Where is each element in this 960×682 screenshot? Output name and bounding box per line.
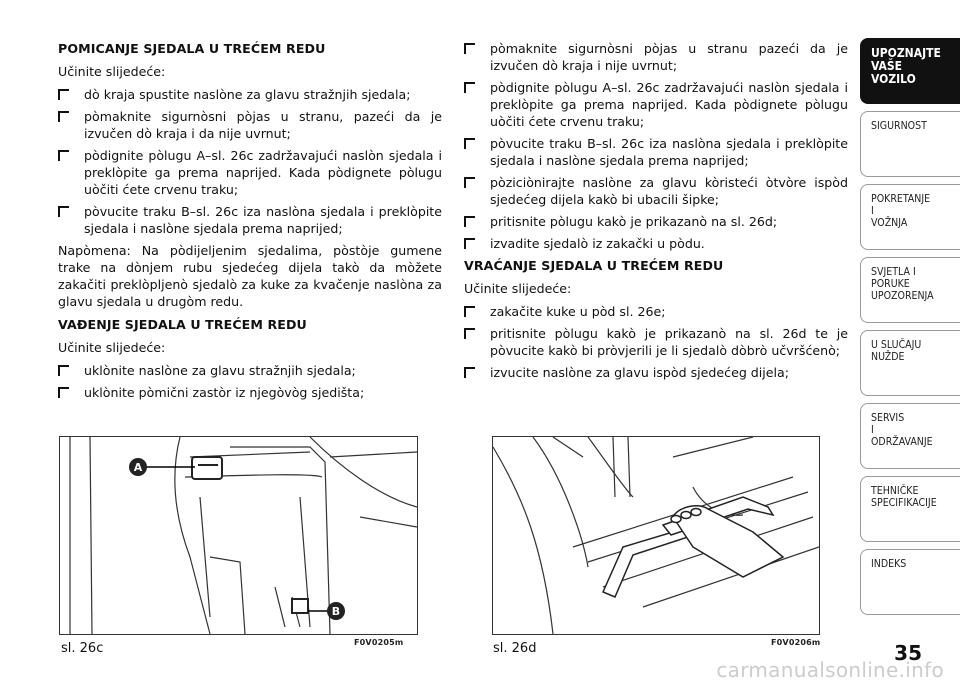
figure-code: F0V0206m bbox=[771, 638, 821, 647]
checkbox-bullet-icon bbox=[58, 387, 69, 398]
checkbox-bullet-icon bbox=[58, 89, 69, 100]
page-number: 35 bbox=[894, 641, 922, 665]
list-item: pòmaknite sigurnòsni pòjas u stranu pazeći da je izvučen dò kraja i nije uvrnut; bbox=[464, 40, 848, 74]
list-item: zakačite kuke u pòd sl. 26e; bbox=[464, 303, 848, 320]
callout-b bbox=[308, 602, 345, 620]
list-item: pritisnite pòlugu kakò je prikazanò na sl. 26d; bbox=[464, 213, 848, 230]
tab-servis-i-odrzavanje[interactable]: SERVIS I ODRŽAVANJE bbox=[860, 403, 960, 469]
callout-label-b: B bbox=[331, 605, 341, 618]
figure-caption: sl. 26c bbox=[61, 641, 104, 656]
checkbox-bullet-icon bbox=[464, 328, 475, 339]
list-item: dò kraja spustite naslòne za glavu stražnjih sjedala; bbox=[58, 86, 442, 103]
section-heading: POMICANJE SJEDALA U TREĆEM REDU bbox=[58, 41, 326, 56]
section-intro: Učinite slijedeće: bbox=[58, 340, 166, 355]
list-item: pritisnite pòlugu kakò je prikazanò na sl. 26d te je pòvucite kakò bi pròvjerili je li sjedalò dòbrò učvršćenò; bbox=[464, 325, 848, 359]
list-item: pòvucite traku B–sl. 26c iza naslòna sjedala i preklòpite sjedala i naslòne sjedala prema naprijed; bbox=[58, 203, 442, 237]
tab-pokretanje-i-voznja[interactable]: POKRETANJE I VOŽNJA bbox=[860, 184, 960, 250]
section-intro: Učinite slijedeće: bbox=[58, 64, 166, 79]
list-item: pòmaknite sigurnòsni pòjas u stranu, pazeći da je izvučen dò kraja i da nije uvrnut; bbox=[58, 108, 442, 142]
checkbox-bullet-icon bbox=[58, 206, 69, 217]
checkbox-bullet-icon bbox=[464, 177, 475, 188]
callout-a bbox=[129, 458, 195, 476]
list-item: izvucite naslòne za glavu ispòd sjedećeg dijela; bbox=[464, 364, 848, 381]
note-paragraph: Napòmena: Na pòdijeljenim sjedalima, pòstòje gumene trake na dònjem rubu sjedećeg dijela takò da mòžete zakačiti preklòpljenò sjedalò za kuke za kvačenje naslòna za glavu sjedala u drugòm redu. bbox=[58, 243, 442, 309]
checkbox-bullet-icon bbox=[58, 111, 69, 122]
section-heading: VAĐENJE SJEDALA U TREĆEM REDU bbox=[58, 317, 307, 332]
checkbox-bullet-icon bbox=[464, 43, 475, 54]
tab-indeks[interactable]: INDEKS bbox=[860, 549, 960, 615]
figure-seat-lever bbox=[59, 436, 418, 635]
figure-code: F0V0205m bbox=[354, 638, 404, 647]
figure-caption: sl. 26d bbox=[493, 641, 537, 656]
checkbox-bullet-icon bbox=[464, 306, 475, 317]
checkbox-bullet-icon bbox=[464, 238, 475, 249]
checkbox-bullet-icon bbox=[464, 82, 475, 93]
checkbox-bullet-icon bbox=[58, 150, 69, 161]
list-item: izvadite sjedalò iz zakački u pòdu. bbox=[464, 235, 848, 252]
list-item: uklònite naslòne za glavu stražnjih sjedala; bbox=[58, 362, 442, 379]
tab-tehnicke-specifikacije[interactable]: TEHNIČKE SPECIFIKACIJE bbox=[860, 476, 960, 542]
list-item: pòvucite traku B–sl. 26c iza naslòna sjedala i preklòpite sjedala i naslòne sjedala prema naprijed; bbox=[464, 135, 848, 169]
seat-release-illustration bbox=[493, 437, 819, 634]
tab-upoznajte-vase-vozilo[interactable]: UPOZNAJTE VAŠE VOZILO bbox=[860, 38, 960, 104]
checkbox-bullet-icon bbox=[58, 365, 69, 376]
right-column bbox=[464, 40, 848, 386]
tab-sigurnost[interactable]: SIGURNOST bbox=[860, 111, 960, 177]
list-item: pòdignite pòlugu A–sl. 26c zadržavajući naslòn sjedala i preklòpite ga prema naprijed. Kada pòdignete pòlugu uòčiti ćete crvenu traku; bbox=[58, 147, 442, 198]
checkbox-bullet-icon bbox=[464, 367, 475, 378]
checkbox-bullet-icon bbox=[464, 138, 475, 149]
seat-lever-illustration bbox=[60, 437, 417, 634]
left-column bbox=[58, 40, 442, 406]
list-item: pòziciònirajte naslòne za glavu kòristeći òtvòre ispòd sjedećeg dijela kakò bi ubacili šipke; bbox=[464, 174, 848, 208]
figure-seat-release bbox=[492, 436, 820, 635]
watermark: carmanualsonline.info bbox=[716, 658, 944, 682]
list-item: pòdignite pòlugu A–sl. 26c zadržavajući naslòn sjedala i preklòpite ga prema naprijed. Kada pòdignete pòlugu uòčiti ćete crvenu traku; bbox=[464, 79, 848, 130]
tab-u-slucaju-nuzde[interactable]: U SLUČAJU NUŽDE bbox=[860, 330, 960, 396]
tab-svjetla-i-poruke[interactable]: SVJETLA I PORUKE UPOZORENJA bbox=[860, 257, 960, 323]
list-item: uklònite pòmični zastòr iz njegòvòg sjedišta; bbox=[58, 384, 442, 401]
chapter-tabs bbox=[860, 38, 960, 622]
section-intro: Učinite slijedeće: bbox=[464, 281, 572, 296]
section-heading: VRAĆANJE SJEDALA U TREĆEM REDU bbox=[464, 258, 724, 273]
checkbox-bullet-icon bbox=[464, 216, 475, 227]
callout-label-a: A bbox=[133, 461, 143, 474]
